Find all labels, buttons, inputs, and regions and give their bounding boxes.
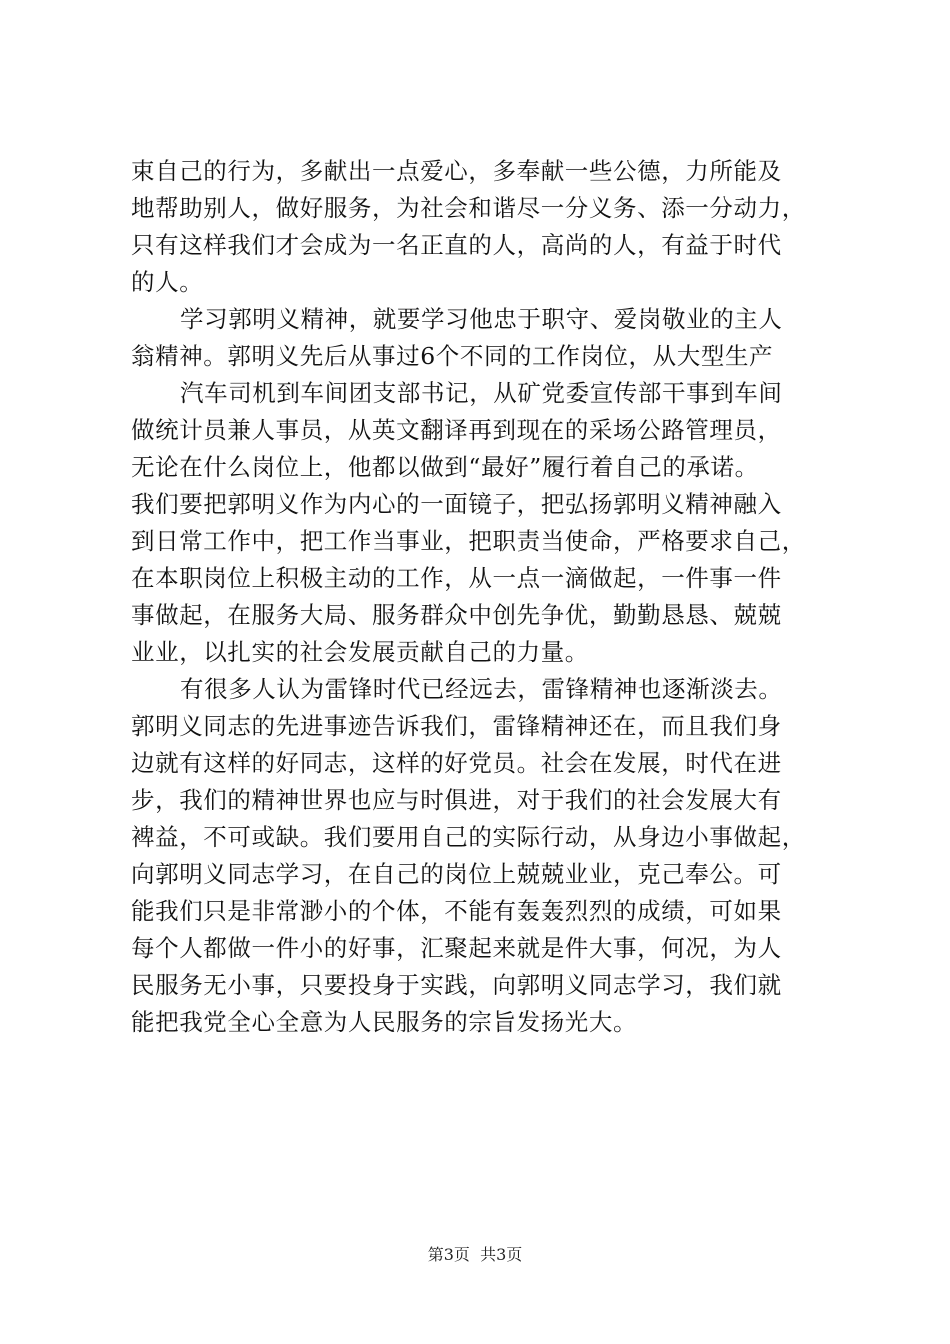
- text-line-4: 的人。: [131, 268, 204, 296]
- text-line-14: 业业，以扎实的社会发展贡献自己的力量。: [131, 638, 589, 666]
- text-line-1: 束自己的行为，多献出一点爱心，多奉献一些公德，力所能及: [131, 157, 782, 185]
- text-line-10: 我们要把郭明义作为内心的一面镜子，把弘扬郭明义精神融入: [131, 490, 782, 518]
- text-line-2: 地帮助别人，做好服务，为社会和谐尽一分义务、添一分动力，: [131, 194, 806, 222]
- text-line-21: 能我们只是非常渺小的个体，不能有轰轰烈烈的成绩，可如果: [131, 897, 782, 925]
- text-line-23: 民服务无小事，只要投身于实践，向郭明义同志学习，我们就: [131, 971, 782, 999]
- text-line-15: 有很多人认为雷锋时代已经远去，雷锋精神也逐渐淡去。: [180, 675, 783, 703]
- text-line-16: 郭明义同志的先进事迹告诉我们，雷锋精神还在，而且我们身: [131, 712, 782, 740]
- text-line-18: 步，我们的精神世界也应与时俱进，对于我们的社会发展大有: [131, 786, 782, 814]
- text-line-19: 裨益，不可或缺。我们要用自己的实际行动，从身边小事做起，: [131, 823, 806, 851]
- text-line-20: 向郭明义同志学习，在自己的岗位上兢兢业业，克己奉公。可: [131, 860, 782, 888]
- text-line-8: 做统计员兼人事员，从英文翻译再到现在的采场公路管理员，: [131, 416, 782, 444]
- text-line-13: 事做起，在服务大局、服务群众中创先争优，勤勤恳恳、兢兢: [131, 601, 782, 629]
- text-line-12: 在本职岗位上积极主动的工作，从一点一滴做起，一件事一件: [131, 564, 782, 592]
- text-line-5: 学习郭明义精神，就要学习他忠于职守、爱岗敬业的主人: [180, 305, 783, 333]
- page-number-footer: 第3页 共3页: [427, 1245, 523, 1264]
- text-line-11: 到日常工作中，把工作当事业，把职责当使命，严格要求自己，: [131, 527, 806, 555]
- text-line-7: 汽车司机到车间团支部书记，从矿党委宣传部干事到车间: [180, 379, 783, 407]
- text-line-24: 能把我党全心全意为人民服务的宗旨发扬光大。: [131, 1008, 638, 1036]
- document-body: [131, 153, 831, 1041]
- text-line-6: 翁精神。郭明义先后从事过6个不同的工作岗位，从大型生产: [131, 342, 774, 370]
- text-line-17: 边就有这样的好同志，这样的好党员。社会在发展，时代在进: [131, 749, 782, 777]
- text-line-22: 每个人都做一件小的好事，汇聚起来就是件大事，何况，为人: [131, 934, 782, 962]
- text-line-3: 只有这样我们才会成为一名正直的人，高尚的人，有益于时代: [131, 231, 782, 259]
- text-line-9: 无论在什么岗位上，他都以做到“最好”履行着自己的承诺。: [131, 453, 759, 481]
